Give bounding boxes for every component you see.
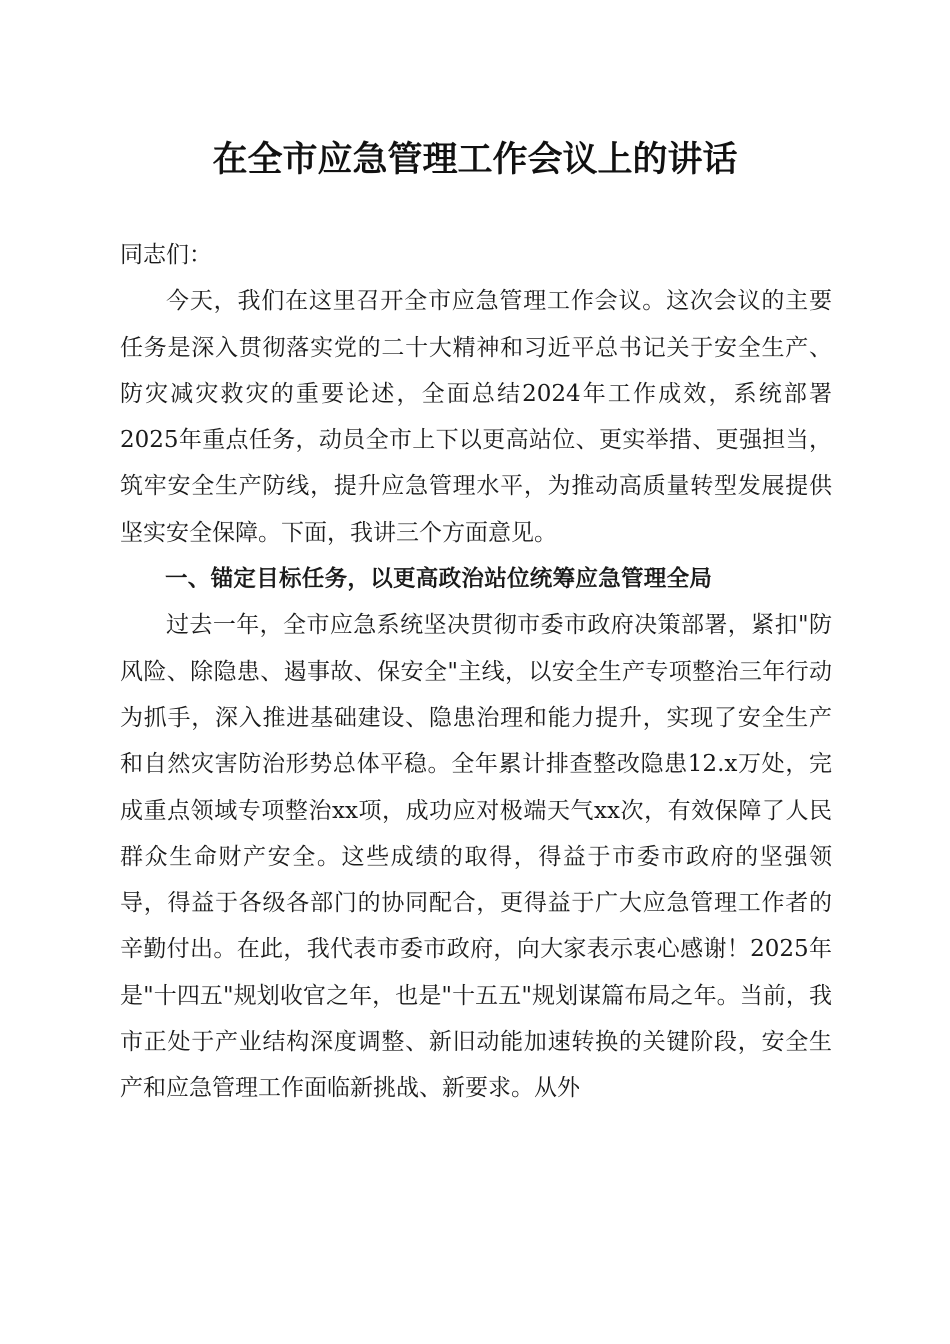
page-title: 在全市应急管理工作会议上的讲话 [212,139,738,180]
document-body [120,232,832,1112]
section-paragraph: 过去一年，全市应急系统坚决贯彻市委市政府决策部署，紧扣"防风险、除隐患、遏事故、保安全"主线，以安全生产专项整治三年行动为抓手，深入推进基础建设、隐患治理和能力提升，实现了安全生产和自然灾害防治形势总体平稳。全年累计排查整改隐患12.x万处，完成重点领域专项整治xx项，成功应对极端天气xx次，有效保障了人民群众生命财产安全。这些成绩的取得，得益于市委市政府的坚强领导，得益于各级各部门的协同配合，更得益于广大应急管理工作者的辛勤付出。在此，我代表市委市政府，向大家表示衷心感谢！2025年是"十四五"规划收官之年，也是"十五五"规划谋篇布局之年。当前，我市正处于产业结构深度调整、新旧动能加速转换的关键阶段，安全生产和应急管理工作面临新挑战、新要求。从外 [120,612,832,1102]
intro-paragraph: 今天，我们在这里召开全市应急管理工作会议。这次会议的主要任务是深入贯彻落实党的二十大精神和习近平总书记关于安全生产、防灾减灾救灾的重要论述，全面总结2024年工作成效，系统部署2025年重点任务，动员全市上下以更高站位、更实举措、更强担当，筑牢安全生产防线，提升应急管理水平，为推动高质量转型发展提供坚实安全保障。下面，我讲三个方面意见。 [120,288,832,546]
salutation: 同志们： [120,242,212,268]
section-heading: 一、锚定目标任务，以更高政治站位统筹应急管理全局 [165,566,713,593]
